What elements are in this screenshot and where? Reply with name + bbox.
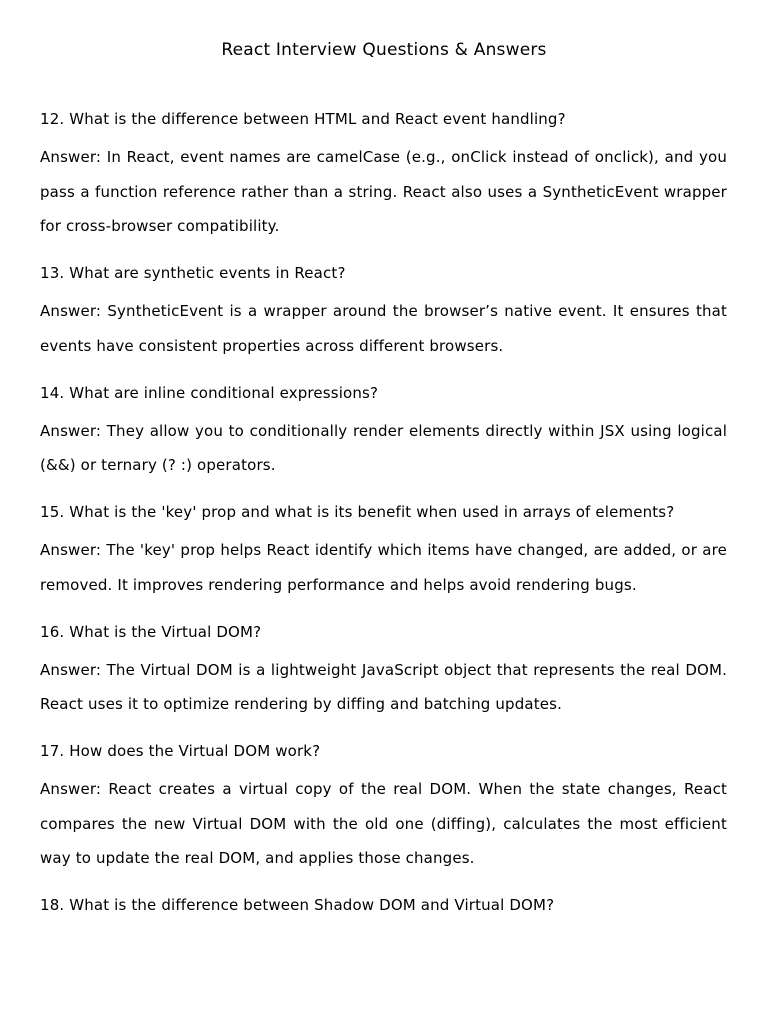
answer-text: SyntheticEvent is a wrapper around the browser’s native event. It ensures that events have consistent properties across different browsers. — [40, 302, 728, 355]
qa-item-16 — [40, 619, 727, 722]
answer-text: The 'key' prop helps React identify which items have changed, are added, or are removed. It improves rendering performance and helps avoid rendering bugs. — [40, 541, 728, 594]
answer-13 — [40, 294, 727, 363]
qa-item-17 — [40, 738, 727, 876]
qa-item-14 — [40, 380, 727, 483]
question-14: 14. What are inline conditional expressions? — [40, 383, 379, 402]
answer-17 — [40, 772, 727, 876]
answer-label: Answer: — [40, 660, 102, 679]
answer-label: Answer: — [40, 780, 102, 798]
answer-14 — [40, 414, 727, 483]
answer-label: Answer: — [40, 541, 102, 559]
answer-text: In React, event names are camelCase (e.g., onClick instead of onclick), and you pass a function reference rather than a string. React also uses a SyntheticEvent wrapper for cross-browser compatibility. — [40, 148, 727, 235]
answer-text: They allow you to conditionally render elements directly within JSX using logical (&&) or ternary (? :) operators. — [40, 421, 728, 474]
answer-text: React creates a virtual copy of the real DOM. When the state changes, React compares the new Virtual DOM with the old one (diffing), calculates the most efficient way to update the real DOM, and applies those changes. — [40, 780, 727, 867]
answer-15 — [40, 533, 727, 602]
question-17: 17. How does the Virtual DOM work? — [40, 742, 321, 760]
qa-item-18 — [40, 892, 727, 919]
answer-label: Answer: — [40, 421, 102, 440]
qa-item-13 — [40, 260, 727, 363]
answer-label: Answer: — [40, 302, 102, 320]
question-13: 13. What are synthetic events in React? — [40, 264, 346, 282]
page-title: React Interview Questions & Answers — [221, 40, 547, 60]
answer-text: The Virtual DOM is a lightweight JavaScript object that represents the real DOM. React uses it to optimize rendering by diffing and batching updates. — [40, 660, 727, 713]
question-12: 12. What is the difference between HTML and React event handling? — [40, 110, 566, 128]
question-16: 16. What is the Virtual DOM? — [40, 622, 262, 641]
answer-12 — [40, 140, 727, 244]
qa-item-15 — [40, 499, 727, 602]
question-18: 18. What is the difference between Shadow DOM and Virtual DOM? — [40, 896, 555, 914]
answer-label: Answer: — [40, 148, 102, 166]
question-15: 15. What is the 'key' prop and what is its benefit when used in arrays of elements? — [40, 503, 675, 521]
answer-16 — [40, 653, 727, 722]
qa-list — [40, 106, 727, 936]
qa-item-12 — [40, 106, 727, 244]
